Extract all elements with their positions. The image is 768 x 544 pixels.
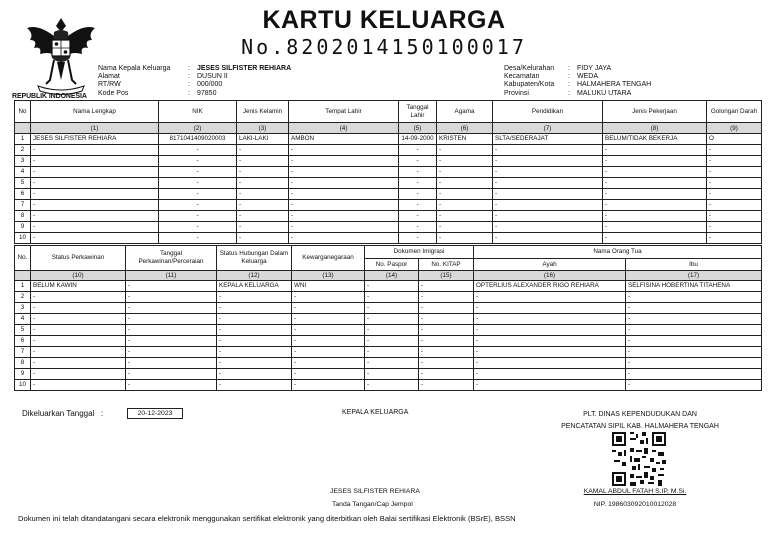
table-cell: - <box>493 222 603 233</box>
col-header: No. Paspor <box>365 259 419 271</box>
table-cell: - <box>626 369 762 380</box>
info-value: MALUKU UTARA <box>577 89 632 97</box>
column-number: (17) <box>626 271 762 281</box>
table-cell: 14-09-2000 <box>399 134 437 145</box>
table-cell: - <box>159 145 237 156</box>
info-value: WEDA <box>577 73 598 81</box>
table-cell: - <box>289 156 399 167</box>
table-cell: BELUM KAWIN <box>31 281 126 292</box>
column-number-row <box>15 123 762 134</box>
table-cell: 2 <box>15 145 31 156</box>
info-label: Kode Pos <box>98 89 129 97</box>
info-label: Desa/Kelurahan <box>504 65 555 72</box>
table-cell: - <box>292 303 365 314</box>
table-cell: 8 <box>15 358 31 369</box>
column-number: (11) <box>126 271 217 281</box>
table-cell: - <box>626 358 762 369</box>
col-header: No. <box>15 246 31 271</box>
table-cell: - <box>437 189 493 200</box>
info-row: RT/RW : 000/000 <box>98 81 223 89</box>
col-header: NIK <box>159 101 237 123</box>
col-header: Tempat Lahir <box>289 101 399 123</box>
table-cell: - <box>126 358 217 369</box>
table-cell: OPTERLIUS ALEXANDER RIGO REHIARA <box>474 281 626 292</box>
table-cell: - <box>493 233 603 244</box>
table-cell: - <box>292 336 365 347</box>
table-cell: - <box>292 292 365 303</box>
table-row <box>15 134 762 145</box>
table-cell: - <box>707 145 762 156</box>
col-header: Nama Lengkap <box>31 101 159 123</box>
info-value: JESES SILFISTER REHIARA <box>197 65 292 72</box>
table-row <box>15 347 762 358</box>
table-cell: - <box>126 369 217 380</box>
table-cell: - <box>626 336 762 347</box>
table-cell: 7 <box>15 200 31 211</box>
table-cell: - <box>365 358 419 369</box>
col-header: Nama Orang Tua <box>474 246 762 259</box>
table-row <box>15 336 762 347</box>
column-number: (3) <box>237 123 289 134</box>
col-header: Status Perkawinan <box>31 246 126 271</box>
table-cell: - <box>31 292 126 303</box>
table-cell: - <box>292 369 365 380</box>
table-cell: - <box>603 178 707 189</box>
info-label: Alamat <box>98 73 120 81</box>
column-number: (16) <box>474 271 626 281</box>
table-cell: - <box>159 167 237 178</box>
table-cell: - <box>474 303 626 314</box>
col-header: Tanggal Lahir <box>399 101 437 123</box>
table-cell: - <box>31 233 159 244</box>
table-row <box>15 178 762 189</box>
table-cell: - <box>437 200 493 211</box>
table-cell: - <box>603 211 707 222</box>
table-cell: - <box>31 222 159 233</box>
table-cell: SLTA/SEDERAJAT <box>493 134 603 145</box>
table-cell: - <box>603 145 707 156</box>
table-cell: - <box>126 336 217 347</box>
col-header: No <box>15 101 31 123</box>
table-cell: - <box>493 200 603 211</box>
table-cell: - <box>159 222 237 233</box>
table-row <box>15 156 762 167</box>
table-cell: - <box>399 189 437 200</box>
table-cell: BELUM/TIDAK BEKERJA <box>603 134 707 145</box>
table-cell: - <box>159 233 237 244</box>
table-cell: - <box>289 178 399 189</box>
table-cell: - <box>292 358 365 369</box>
info-label: Kecamatan <box>504 73 540 81</box>
table-cell: - <box>493 189 603 200</box>
document-title: KARTU KELUARGA <box>262 6 506 34</box>
table-cell: - <box>493 167 603 178</box>
table-cell: - <box>626 325 762 336</box>
table-cell: - <box>126 325 217 336</box>
table-cell: - <box>419 369 474 380</box>
table-cell: - <box>31 325 126 336</box>
table-cell: - <box>159 178 237 189</box>
info-value: FIDY JAYA <box>577 65 612 72</box>
col-header: Jenis Kelamin <box>237 101 289 123</box>
table-cell: - <box>31 303 126 314</box>
column-number: (13) <box>292 271 365 281</box>
table-cell: - <box>474 336 626 347</box>
table-cell: - <box>365 325 419 336</box>
table-cell: - <box>289 200 399 211</box>
table-cell: - <box>399 178 437 189</box>
table-cell: - <box>289 233 399 244</box>
table-row <box>15 233 762 244</box>
table-row <box>15 369 762 380</box>
table-cell: - <box>217 347 292 358</box>
table-cell: - <box>217 314 292 325</box>
table-cell: - <box>237 222 289 233</box>
table-cell: - <box>126 303 217 314</box>
table-cell: - <box>217 325 292 336</box>
table-cell: 7 <box>15 347 31 358</box>
column-number: (7) <box>493 123 603 134</box>
table-cell: - <box>217 292 292 303</box>
emblem-caption: REPUBLIK INDONESIA <box>12 93 87 100</box>
table-cell: - <box>399 167 437 178</box>
signature-caption: Tanda Tangan/Cap Jempol <box>332 501 413 508</box>
table-cell: KRISTEN <box>437 134 493 145</box>
table-cell: - <box>289 211 399 222</box>
table-cell: - <box>437 156 493 167</box>
table-cell: 6 <box>15 189 31 200</box>
col-header: Golongan Darah <box>707 101 762 123</box>
table-cell: - <box>626 303 762 314</box>
table-header-row <box>15 246 762 259</box>
family-info-right <box>504 65 651 98</box>
table-cell: 6 <box>15 336 31 347</box>
table-cell: - <box>437 167 493 178</box>
table-cell: - <box>217 358 292 369</box>
table-cell: - <box>289 167 399 178</box>
table-row <box>15 167 762 178</box>
table-cell: - <box>365 303 419 314</box>
table-cell: - <box>474 358 626 369</box>
col-header: No. KITAP <box>419 259 474 271</box>
table-cell: - <box>217 303 292 314</box>
info-row: Provinsi : MALUKU UTARA <box>504 89 632 97</box>
table-cell: - <box>292 380 365 391</box>
table-cell: - <box>419 325 474 336</box>
table-cell: 4 <box>15 167 31 178</box>
table-cell: - <box>603 200 707 211</box>
table-cell: - <box>419 292 474 303</box>
table-cell: 1 <box>15 134 31 145</box>
table-cell: - <box>289 145 399 156</box>
issuing-office <box>540 409 740 433</box>
column-number: (1) <box>31 123 159 134</box>
table-cell: - <box>237 189 289 200</box>
table-cell: - <box>419 380 474 391</box>
column-number: (8) <box>603 123 707 134</box>
table-cell: 3 <box>15 156 31 167</box>
column-number: (5) <box>399 123 437 134</box>
col-header: Agama <box>437 101 493 123</box>
table-cell: - <box>399 156 437 167</box>
issued-date: 20-12-2023 <box>127 408 183 419</box>
table-cell: - <box>365 380 419 391</box>
office-line: PENCATATAN SIPIL KAB. HALMAHERA TENGAH <box>561 423 719 430</box>
table-cell: - <box>603 167 707 178</box>
table-cell: - <box>31 314 126 325</box>
table-cell: - <box>419 358 474 369</box>
table-cell: - <box>31 336 126 347</box>
table-cell: - <box>603 233 707 244</box>
info-label: Provinsi <box>504 89 529 97</box>
issued-label: Dikeluarkan Tanggal : <box>22 409 104 418</box>
table-cell: - <box>126 292 217 303</box>
table-cell: 10 <box>15 380 31 391</box>
table-cell: - <box>126 281 217 292</box>
family-info-left <box>98 65 291 98</box>
table-row <box>15 314 762 325</box>
table-cell: - <box>31 358 126 369</box>
table-cell: - <box>159 211 237 222</box>
table-cell: KEPALA KELUARGA <box>217 281 292 292</box>
table-cell: - <box>707 189 762 200</box>
table-row <box>15 325 762 336</box>
table-cell: - <box>474 325 626 336</box>
table-cell: 10 <box>15 233 31 244</box>
table-cell: WNI <box>292 281 365 292</box>
table-cell: 4 <box>15 314 31 325</box>
table-cell: - <box>437 233 493 244</box>
table-cell: JESES SILFISTER REHIARA <box>31 134 159 145</box>
info-label: Kabupaten/Kota <box>504 81 555 89</box>
table-cell: - <box>31 380 126 391</box>
table-cell: - <box>237 233 289 244</box>
table-cell: - <box>474 380 626 391</box>
col-header: Jenis Pekerjaan <box>603 101 707 123</box>
official-name: KAMAL ABDUL FATAH S.IP, M.Si. <box>583 488 687 495</box>
table-cell: - <box>707 233 762 244</box>
table-cell: - <box>126 314 217 325</box>
table-cell: 9 <box>15 369 31 380</box>
col-header: Ayah <box>474 259 626 271</box>
info-row: Kabupaten/Kota : HALMAHERA TENGAH <box>504 81 652 89</box>
table-cell: 1 <box>15 281 31 292</box>
table-cell: 5 <box>15 178 31 189</box>
table-cell: - <box>289 222 399 233</box>
info-value: 000/000 <box>197 81 223 89</box>
table-cell: - <box>31 145 159 156</box>
info-row: Nama Kepala Keluarga : JESES SILFISTER REHIARA <box>98 65 292 72</box>
column-number: (4) <box>289 123 399 134</box>
table-cell: - <box>292 314 365 325</box>
table-cell: - <box>31 167 159 178</box>
table-cell: - <box>493 156 603 167</box>
table-cell: - <box>437 211 493 222</box>
column-number: (9) <box>707 123 762 134</box>
table-cell: - <box>237 156 289 167</box>
table-cell: - <box>437 222 493 233</box>
column-number-row <box>15 271 762 281</box>
table-cell: - <box>31 369 126 380</box>
table-cell: - <box>159 156 237 167</box>
table-cell: - <box>399 222 437 233</box>
table-cell: - <box>603 189 707 200</box>
table-cell: - <box>626 380 762 391</box>
table-cell: 5 <box>15 325 31 336</box>
table-cell: - <box>626 347 762 358</box>
table-cell: - <box>399 145 437 156</box>
document-number: No.8202014150100017 <box>241 35 527 59</box>
table-cell: - <box>237 145 289 156</box>
table-cell: - <box>237 200 289 211</box>
table-row <box>15 380 762 391</box>
table-cell: - <box>419 281 474 292</box>
table-cell: - <box>474 292 626 303</box>
table-row <box>15 358 762 369</box>
table-cell: - <box>31 211 159 222</box>
column-number: (6) <box>437 123 493 134</box>
head-of-family-name: JESES SILFISTER REHIARA <box>330 488 420 495</box>
col-header: Ibu <box>626 259 762 271</box>
table-cell: - <box>365 347 419 358</box>
table-cell: - <box>603 222 707 233</box>
table-cell: - <box>365 281 419 292</box>
col-header: Dokumen Imigrasi <box>365 246 474 259</box>
table-cell: - <box>437 145 493 156</box>
table-cell: - <box>31 156 159 167</box>
table-cell: - <box>399 200 437 211</box>
table-row <box>15 303 762 314</box>
table-cell: - <box>419 314 474 325</box>
head-of-family-label: KEPALA KELUARGA <box>342 409 409 416</box>
table-cell: - <box>437 178 493 189</box>
table-cell: - <box>419 347 474 358</box>
qr-code-icon <box>612 432 666 486</box>
table-cell: - <box>707 222 762 233</box>
table-cell: 2 <box>15 292 31 303</box>
table-cell: - <box>217 380 292 391</box>
official-nip: NIP. 198603092010012028 <box>593 501 677 508</box>
table-cell: - <box>159 200 237 211</box>
table-header-row <box>15 101 762 123</box>
table-cell: - <box>126 380 217 391</box>
table-row <box>15 145 762 156</box>
table-cell: - <box>626 314 762 325</box>
table-cell: O <box>707 134 762 145</box>
table-cell: - <box>237 211 289 222</box>
table-cell: - <box>292 347 365 358</box>
col-header: Kewarganegaraan <box>292 246 365 271</box>
table-cell: - <box>365 292 419 303</box>
table-cell: - <box>289 189 399 200</box>
table-cell: - <box>493 145 603 156</box>
civil-status-table <box>14 245 762 391</box>
table-cell: - <box>31 178 159 189</box>
column-number: (2) <box>159 123 237 134</box>
office-line: PLT. DINAS KEPENDUDUKAN DAN <box>583 411 697 418</box>
table-cell: 8171041409020003 <box>159 134 237 145</box>
table-cell: - <box>237 178 289 189</box>
table-cell: - <box>474 314 626 325</box>
col-header: Tanggal Perkawinan/Perceraian <box>126 246 217 271</box>
table-cell: - <box>474 347 626 358</box>
table-row <box>15 200 762 211</box>
table-cell: - <box>365 369 419 380</box>
table-cell: - <box>126 347 217 358</box>
info-label: Nama Kepala Keluarga <box>98 65 171 72</box>
col-header: Status Hubungan Dalam Keluarga <box>217 246 292 271</box>
table-cell: - <box>626 292 762 303</box>
table-cell: - <box>707 156 762 167</box>
table-row <box>15 189 762 200</box>
table-cell: 9 <box>15 222 31 233</box>
info-row: Kecamatan : WEDA <box>504 73 598 81</box>
table-cell: - <box>419 336 474 347</box>
table-cell: - <box>419 303 474 314</box>
col-header: Pendidikan <box>493 101 603 123</box>
table-cell: - <box>493 211 603 222</box>
column-number: (12) <box>217 271 292 281</box>
info-row: Desa/Kelurahan : FIDY JAYA <box>504 65 612 72</box>
info-label: RT/RW <box>98 81 121 89</box>
table-row <box>15 292 762 303</box>
table-row <box>15 281 762 292</box>
table-cell: - <box>474 369 626 380</box>
column-number: (10) <box>31 271 126 281</box>
table-cell: - <box>707 200 762 211</box>
table-cell: - <box>365 336 419 347</box>
info-value: HALMAHERA TENGAH <box>577 81 652 89</box>
table-row <box>15 211 762 222</box>
table-cell: - <box>707 211 762 222</box>
column-number: (15) <box>419 271 474 281</box>
table-cell: - <box>707 167 762 178</box>
table-cell: - <box>493 178 603 189</box>
table-cell: LAKI-LAKI <box>237 134 289 145</box>
members-table <box>14 100 762 244</box>
table-cell: - <box>217 369 292 380</box>
table-cell: SELFISINA HOBERTINA TITAHENA <box>626 281 762 292</box>
table-cell: - <box>399 233 437 244</box>
column-number: (14) <box>365 271 419 281</box>
table-cell: - <box>217 336 292 347</box>
table-cell: - <box>292 325 365 336</box>
table-cell: - <box>31 189 159 200</box>
table-cell: - <box>31 347 126 358</box>
e-signature-note: Dokumen ini telah ditandatangani secara elektronik menggunakan sertifikat elektronik yang diterbitkan oleh Balai sertifikasi Elektronik (BSrE), BSSN <box>18 514 516 523</box>
table-cell: - <box>399 211 437 222</box>
table-cell: - <box>237 167 289 178</box>
table-cell: 8 <box>15 211 31 222</box>
info-value: DUSUN II <box>197 73 228 81</box>
table-row <box>15 222 762 233</box>
table-cell: AMBON <box>289 134 399 145</box>
info-value: 97850 <box>197 89 217 97</box>
table-cell: - <box>365 314 419 325</box>
info-row: Alamat : DUSUN II <box>98 73 228 81</box>
table-cell: 3 <box>15 303 31 314</box>
info-row: Kode Pos : 97850 <box>98 89 217 97</box>
table-cell: - <box>707 178 762 189</box>
table-cell: - <box>31 200 159 211</box>
table-cell: - <box>603 156 707 167</box>
table-cell: - <box>159 189 237 200</box>
